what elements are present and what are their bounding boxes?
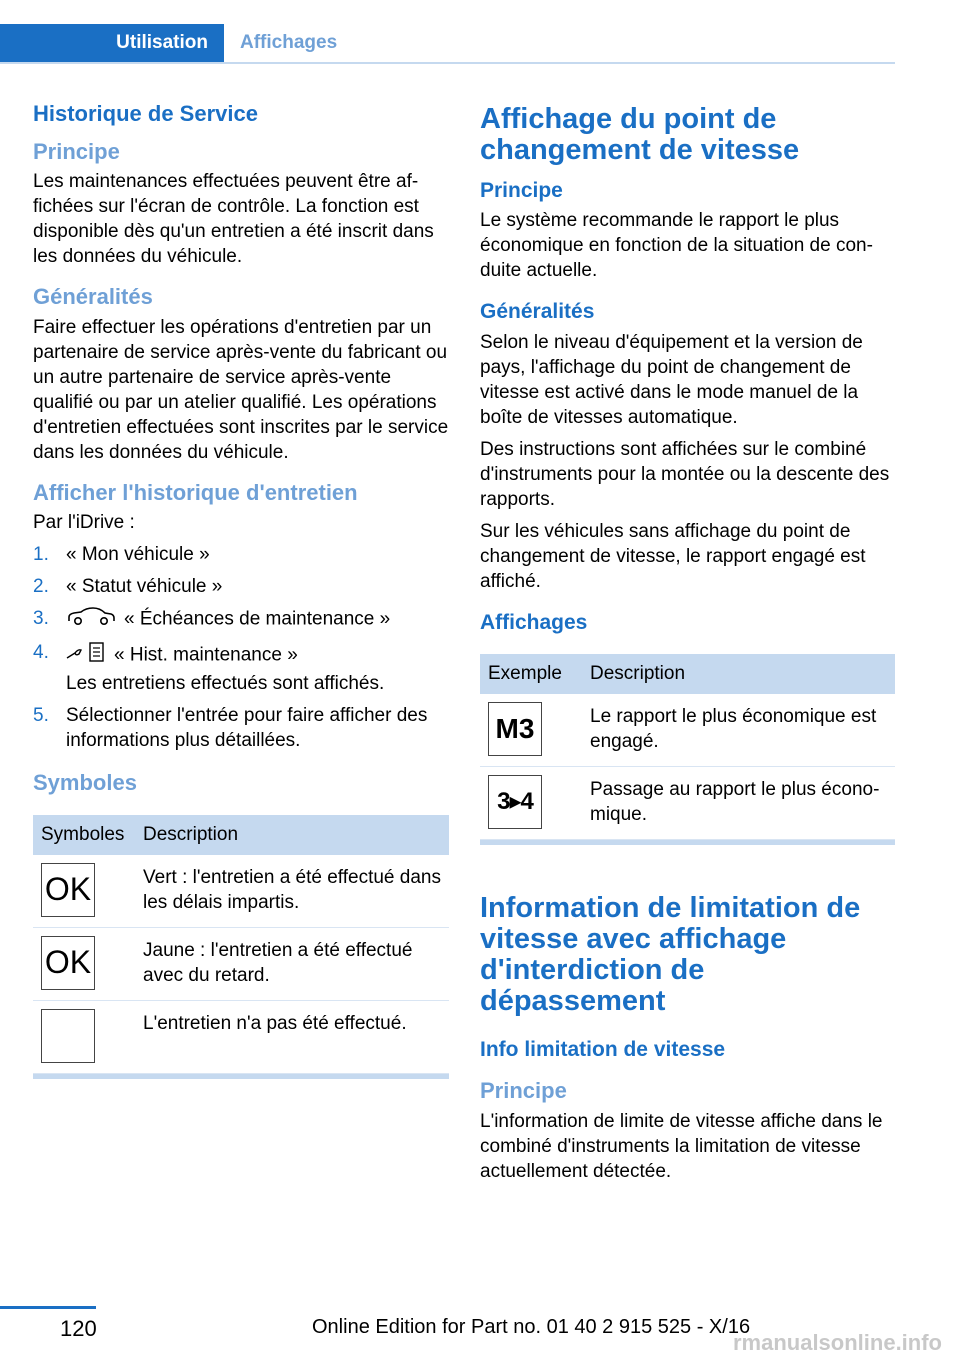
heading-principe-info: Principe — [480, 1078, 567, 1103]
list-item — [33, 574, 449, 599]
table-header-symboles: Symboles — [33, 815, 135, 855]
heading-symboles: Symboles — [33, 770, 137, 795]
ok-yellow-icon: OK — [41, 936, 95, 990]
tab-affichages-label: Affichages — [240, 32, 338, 53]
heading-afficher-historique: Afficher l'historique d'entretien — [33, 479, 358, 505]
table-cell-description: L'entretien n'a pas été effectué. — [135, 1000, 449, 1073]
ok-green-icon: OK — [41, 863, 95, 917]
tab-utilisation-label: Utilisation — [116, 32, 208, 53]
right-column — [480, 100, 895, 1191]
tab-utilisation[interactable] — [0, 24, 224, 62]
service-history-icon — [66, 640, 106, 671]
section-title-shift-point: Affichage du point de changement de vitesse — [480, 103, 800, 166]
table-header-description: Description — [135, 815, 449, 855]
generalites-text: Faire effectuer les opérations d'entretien par un partenaire de service après-vente du fabricant ou un autre partenaire de service après-vente qualifié ou par un atelier qualifié. Les opérations d'entretien effectuées sont inscrites par le service dans les données du véhicule. — [33, 316, 449, 463]
step-number: 5. — [33, 705, 49, 726]
watermark: rmanualsonline.info — [732, 1330, 942, 1355]
list-item — [33, 640, 449, 696]
heading-generalites: Généralités — [33, 284, 153, 309]
list-item — [33, 703, 449, 753]
exclamation-icon — [41, 1009, 95, 1063]
table-row — [480, 766, 895, 839]
table-row — [33, 855, 449, 928]
heading-generalites-right: Généralités — [480, 300, 595, 324]
section-title-historique: Historique de Service — [33, 101, 258, 126]
edition-note: Online Edition for Part no. 01 40 2 915 525 - X/16 — [312, 1316, 751, 1338]
tab-affichages[interactable] — [240, 24, 337, 62]
generalites-right-p3: Sur les véhicules sans affichage du point de changement de vitesse, le rapport engagé est affiché. — [480, 520, 866, 592]
symbols-table — [33, 815, 449, 1074]
steps-list — [33, 542, 449, 753]
heading-principe-right: Principe — [480, 179, 563, 202]
table-end-bar — [33, 1074, 449, 1079]
heading-affichages: Affichages — [480, 610, 588, 634]
table-cell-description: Le rapport le plus économique est engagé. — [582, 694, 895, 767]
list-item — [33, 606, 449, 633]
step-text: « Statut véhicule » — [66, 576, 223, 597]
table-cell-description: Vert : l'entretien a été effectué dans les délais impartis. — [135, 855, 449, 928]
affichages-table — [480, 654, 895, 840]
step-number: 4. — [33, 642, 49, 663]
step-note: Les entretiens effectués sont affichés. — [66, 673, 385, 694]
principe-right-text: Le système recommande le rapport le plus économique en fonction de la situation de conduite actuelle. — [480, 210, 873, 282]
table-row — [33, 1000, 449, 1073]
table-header-row — [480, 654, 895, 694]
table-row — [480, 694, 895, 767]
table-end-bar — [480, 840, 895, 845]
generalites-right-p2: Des instructions sont affichées sur le combiné d'instruments pour la montée ou la descente des rapports. — [480, 438, 890, 510]
left-column — [33, 100, 449, 1079]
step-text: « Hist. maintenance » — [114, 644, 298, 666]
table-row — [33, 927, 449, 1000]
table-header-description: Description — [582, 654, 895, 694]
table-cell-description: Jaune : l'entretien a été effectué avec du retard. — [135, 927, 449, 1000]
page-number-rule — [0, 1306, 96, 1309]
page-number: 120 — [60, 1316, 97, 1341]
table-cell-description: Passage au rapport le plus économique. — [582, 766, 895, 839]
step-number: 2. — [33, 576, 49, 597]
heading-info-limitation: Info limitation de vitesse — [480, 1037, 726, 1061]
generalites-right-p1: Selon le niveau d'équipement et la version de pays, l'affichage du point de changement de vitesse est activé dans le mode manuel de la boîte de vitesses automatique. — [480, 331, 863, 428]
par-idrive-text: Par l'iDrive : — [33, 512, 135, 533]
step-text: « Échéances de maintenance » — [124, 608, 391, 630]
principe-text: Les maintenances effectuées peuvent être affichées sur l'écran de contrôle. La fonction est disponible dès qu'un entretien a été inscrit dans les données du véhicule. — [33, 171, 434, 267]
section-title-speed-limit: Information de limitation de vitesse avec affichage d'interdiction de dépassement — [480, 891, 861, 1017]
info-principe-text: L'information de limite de vitesse affiche dans le combiné d'instruments la limitation de vitesse actuellement détectée. — [480, 1110, 883, 1182]
step-text: « Mon véhicule » — [66, 544, 210, 565]
table-header-row — [33, 815, 449, 855]
list-item — [33, 542, 449, 567]
gear-m3-icon: M3 — [488, 702, 542, 756]
step-number: 1. — [33, 544, 49, 565]
car-icon — [66, 606, 116, 633]
table-header-exemple: Exemple — [480, 654, 582, 694]
upshift-3-4-icon: 3▸4 — [488, 775, 542, 829]
step-number: 3. — [33, 608, 49, 629]
heading-principe: Principe — [33, 138, 120, 164]
step-text: Sélectionner l'entrée pour faire afficher des informations plus détaillées. — [66, 705, 428, 751]
